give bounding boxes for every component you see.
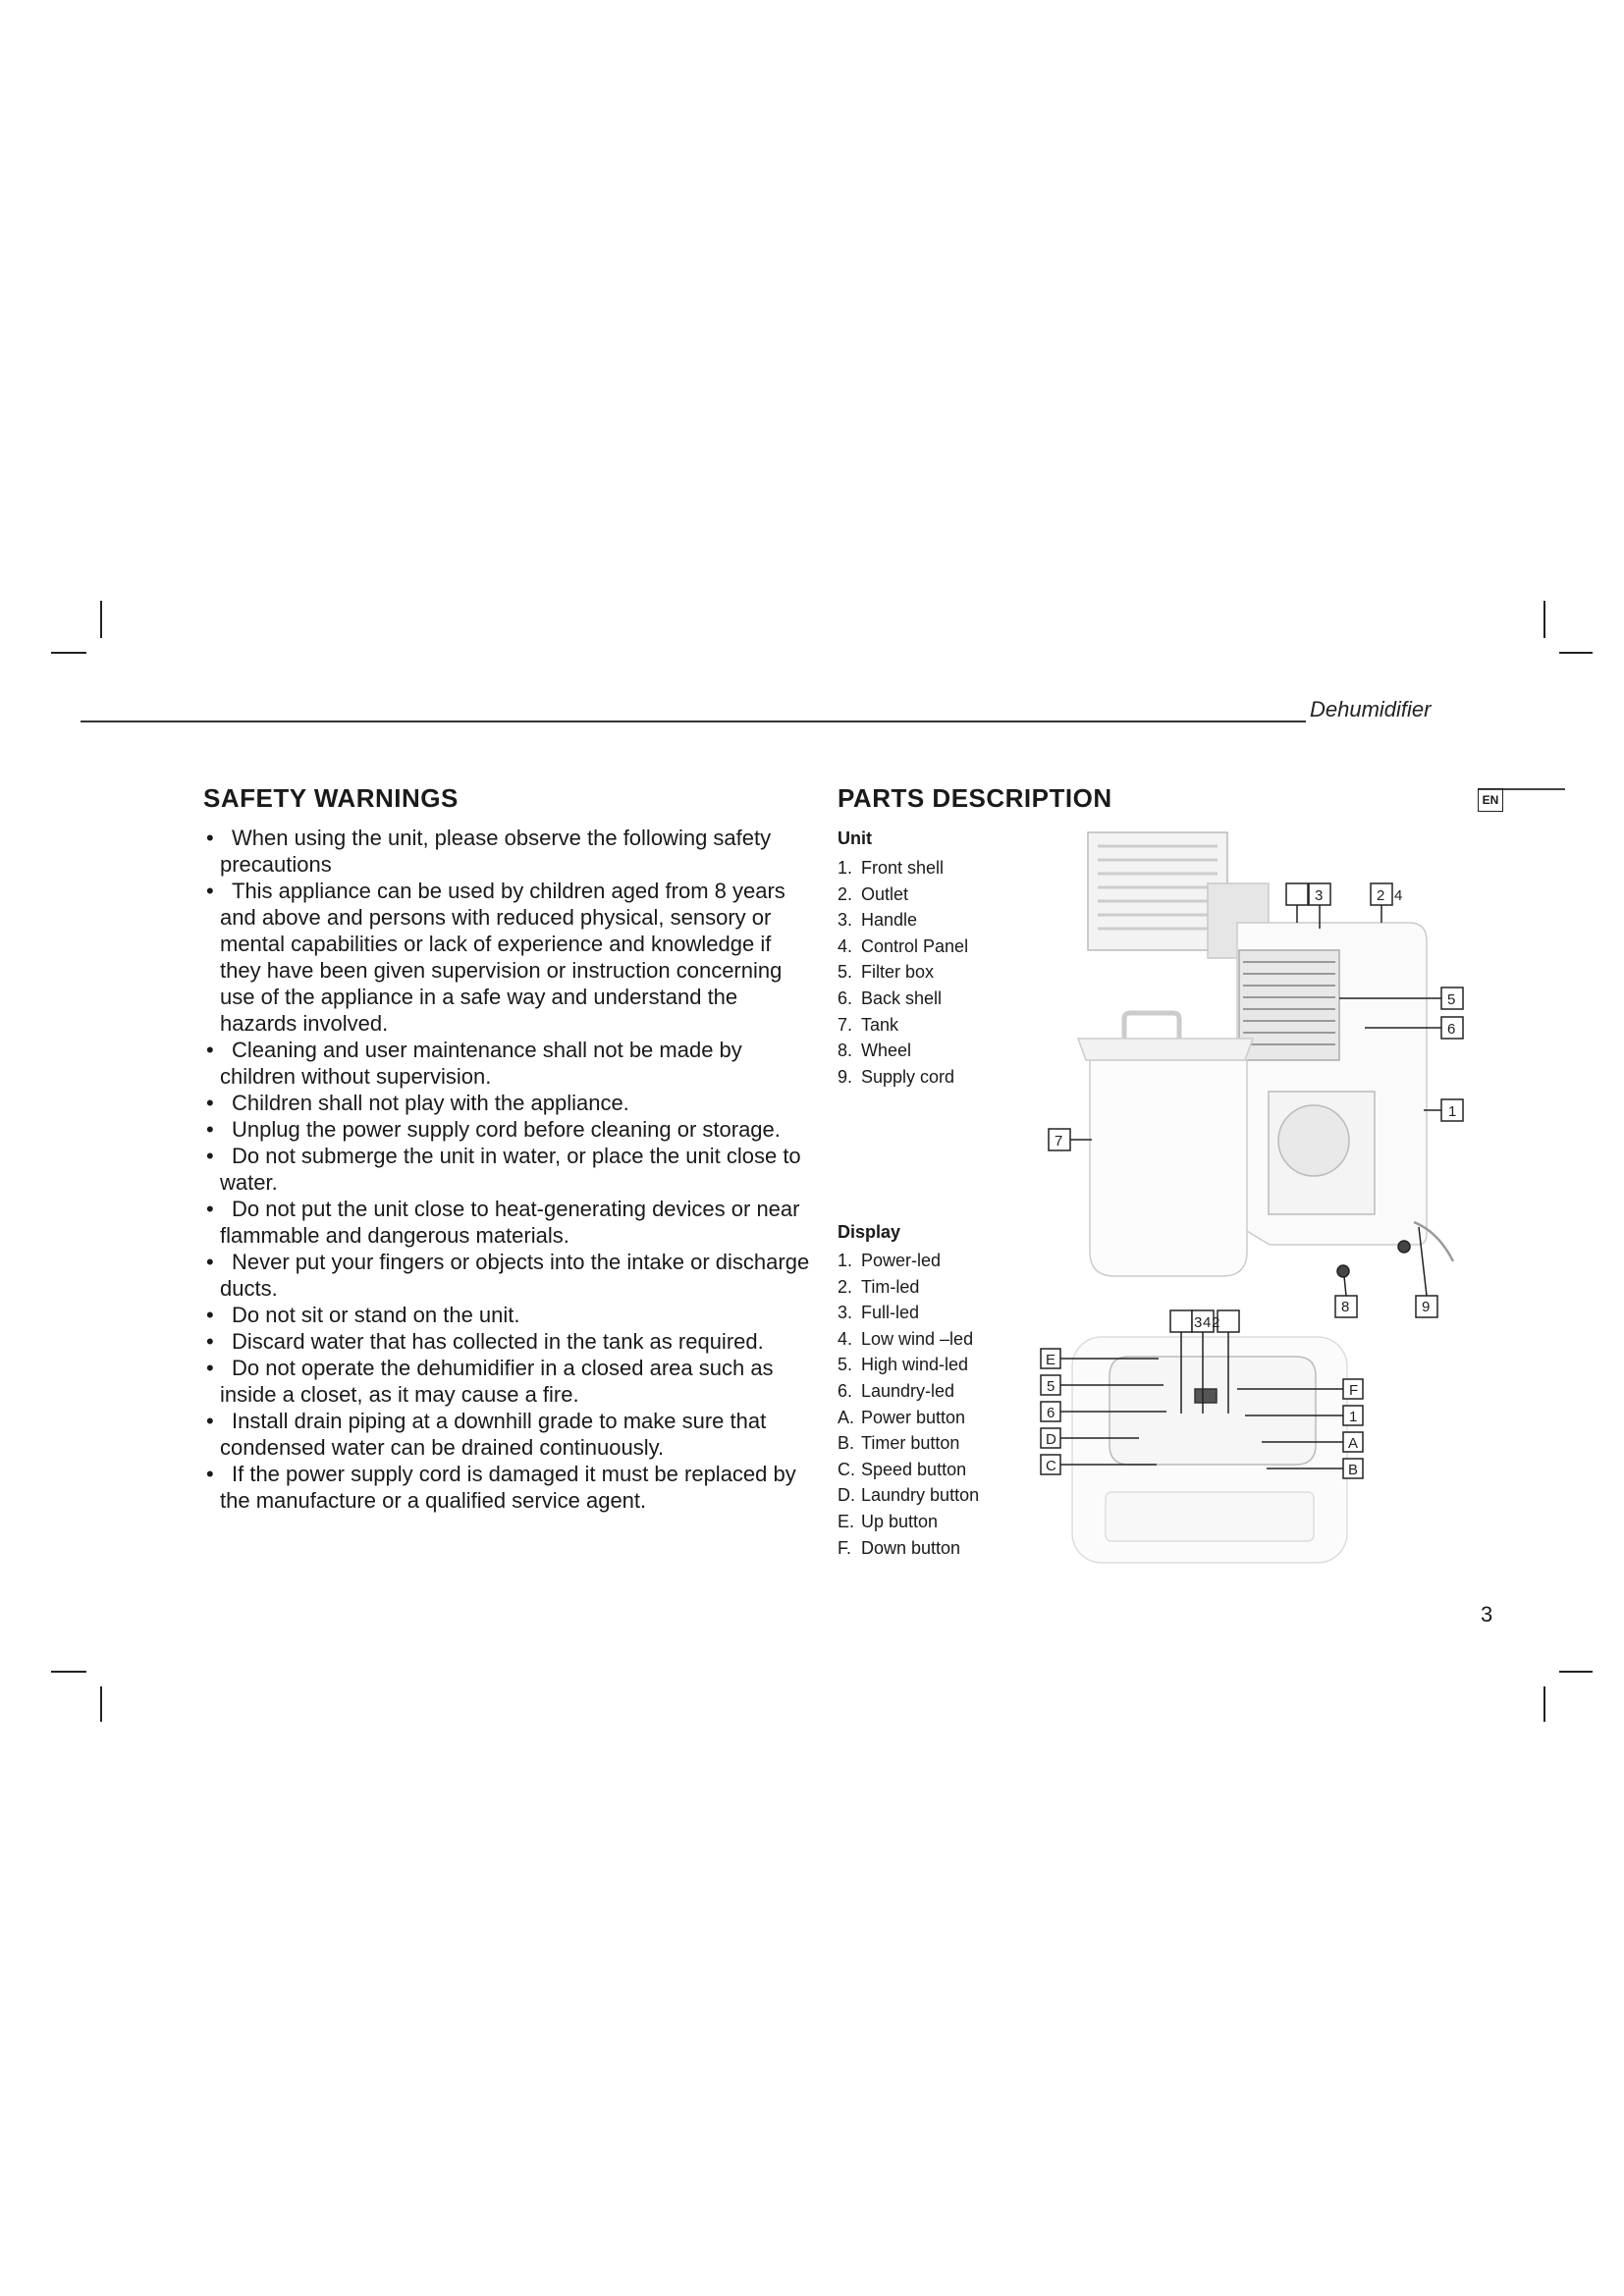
callout-4: 4 — [1394, 887, 1403, 904]
display-part-item-number: E. — [838, 1511, 855, 1531]
unit-part-item-number: 1. — [838, 858, 853, 878]
unit-part-item-number: 2. — [838, 883, 853, 904]
bullet-icon: • — [206, 1303, 214, 1327]
callout-8: 8 — [1341, 1299, 1350, 1315]
unit-part-item-label: Front shell — [861, 858, 945, 878]
callout-2: 2 — [1377, 887, 1385, 904]
wheel — [1398, 1241, 1410, 1253]
safety-warning-text: Do not sit or stand on the unit. — [232, 1303, 520, 1327]
display-part-item-label: Down button — [861, 1537, 961, 1558]
panel-top — [1110, 1357, 1316, 1465]
callout-5: 5 — [1447, 991, 1456, 1008]
safety-warning-text: Never put your fingers or objects into the intake or discharge ducts. — [220, 1250, 810, 1301]
panel-callout-1: 1 — [1349, 1409, 1358, 1425]
parts-description-title: PARTS DESCRIPTION — [838, 783, 1112, 813]
callout-box — [1218, 1310, 1239, 1332]
display-part-item-number: B. — [838, 1433, 855, 1454]
unit-part-item-number: 9. — [838, 1066, 853, 1087]
display-part-item-number: 4. — [838, 1328, 853, 1349]
bullet-icon: • — [206, 1091, 214, 1115]
handle — [1124, 1013, 1179, 1041]
display-part-item-label: Power-led — [861, 1251, 942, 1270]
display-part-item-number: 3. — [838, 1303, 853, 1323]
filter-panel — [1088, 832, 1227, 950]
unit-part-item-number: 6. — [838, 988, 853, 1008]
panel-callout-2: 2 — [1212, 1314, 1220, 1331]
display-part-item-number: A. — [838, 1407, 855, 1427]
display-part-item-label: Power button — [861, 1407, 966, 1427]
safety-warning-text: Discard water that has collected in the tank as required. — [232, 1329, 764, 1354]
safety-warning-text: When using the unit, please observe the following safety precautions — [220, 826, 772, 877]
unit-part-item-label: Filter box — [861, 962, 935, 983]
callout-box — [1286, 883, 1308, 905]
compressor — [1278, 1105, 1349, 1176]
callout-3: 3 — [1315, 887, 1324, 904]
control-panel-figure — [1072, 1337, 1347, 1563]
unit-part-item-label: Back shell — [861, 988, 943, 1008]
bullet-icon: • — [206, 1038, 214, 1062]
unit-part-item-number: 3. — [838, 910, 853, 931]
header-title: Dehumidifier — [1310, 697, 1432, 721]
safety-warning-text: Cleaning and user maintenance shall not be made by children without supervision. — [220, 1038, 742, 1089]
display-part-item-label: Timer button — [861, 1433, 960, 1454]
panel-callout-D: D — [1046, 1431, 1056, 1448]
display-part-item-label: Up button — [861, 1511, 939, 1531]
led-display — [1195, 1389, 1217, 1403]
bullet-icon: • — [206, 879, 214, 903]
bullet-icon: • — [206, 1409, 214, 1433]
safety-warning-text: Children shall not play with the appliance. — [232, 1091, 629, 1115]
language-badge: EN — [1478, 788, 1503, 812]
safety-warning-text: If the power supply cord is damaged it must be replaced by the manufacture or a qualified service agent. — [220, 1462, 796, 1513]
bullet-icon: • — [206, 1117, 214, 1142]
callout-7: 7 — [1055, 1133, 1063, 1149]
unit-part-item-label: Outlet — [861, 883, 909, 904]
display-part-item-label: Speed button — [861, 1459, 967, 1479]
display-part-item-label: Low wind –led — [861, 1328, 974, 1349]
display-part-item-number: 5. — [838, 1355, 853, 1375]
callout-9: 9 — [1422, 1299, 1431, 1315]
panel-callout-3: 3 — [1194, 1314, 1203, 1331]
safety-warning-text: Do not operate the dehumidifier in a closed area such as inside a closet, as it may cause a fire. — [220, 1356, 774, 1407]
panel-callout-E: E — [1046, 1352, 1056, 1368]
safety-warning-text: Unplug the power supply cord before cleaning or storage. — [232, 1117, 781, 1142]
tank-lid — [1078, 1039, 1253, 1060]
display-subtitle: Display — [838, 1222, 901, 1242]
panel-window — [1106, 1492, 1314, 1541]
wheel — [1337, 1265, 1349, 1277]
unit-part-item-number: 7. — [838, 1014, 853, 1035]
unit-part-item-label: Wheel — [861, 1041, 912, 1061]
page-number: 3 — [1481, 1602, 1493, 1627]
display-part-item-number: D. — [838, 1485, 855, 1506]
unit-part-item-number: 4. — [838, 935, 853, 956]
bullet-icon: • — [206, 1329, 214, 1354]
display-part-item-number: 6. — [838, 1380, 853, 1401]
tank — [1090, 1060, 1247, 1276]
unit-part-item-number: 8. — [838, 1041, 853, 1061]
display-part-item-label: Tim-led — [861, 1276, 920, 1297]
unit-part-item-label: Control Panel — [861, 935, 969, 956]
unit-part-item-label: Supply cord — [861, 1066, 955, 1087]
safety-warning-text: Do not submerge the unit in water, or place the unit close to water. — [220, 1144, 801, 1195]
unit-part-item-number: 5. — [838, 962, 853, 983]
unit-part-item-label: Tank — [861, 1014, 899, 1035]
safety-warning-text: This appliance can be used by children aged from 8 years and above and persons with reduced physical, sensory or mental capabilities or lack of experience and knowledge if they have been given supervision or instruction concerning use of the appliance in a safe way and understand the hazards involved. — [220, 879, 785, 1036]
panel-callout-A: A — [1348, 1435, 1359, 1452]
display-part-item-number: 2. — [838, 1276, 853, 1297]
panel-callout-6: 6 — [1047, 1405, 1056, 1421]
panel-callout-F: F — [1349, 1382, 1359, 1399]
panel-callout-4: 4 — [1203, 1314, 1212, 1331]
display-part-item-label: High wind-led — [861, 1355, 969, 1375]
callout-box — [1170, 1310, 1192, 1332]
unit-part-item-label: Handle — [861, 910, 918, 931]
panel-callout-B: B — [1348, 1462, 1359, 1478]
display-part-item-label: Full-led — [861, 1303, 920, 1323]
bullet-icon: • — [206, 1462, 214, 1486]
display-part-item-number: F. — [838, 1537, 852, 1558]
bullet-icon: • — [206, 1250, 214, 1274]
safety-warning-text: Install drain piping at a downhill grade to make sure that condensed water can be drained continuously. — [220, 1409, 767, 1460]
callout-1: 1 — [1448, 1103, 1457, 1120]
display-part-item-label: Laundry button — [861, 1485, 980, 1506]
display-part-item-number: C. — [838, 1459, 855, 1479]
bullet-icon: • — [206, 1144, 214, 1168]
panel-callout-5: 5 — [1047, 1378, 1056, 1395]
bullet-icon: • — [206, 1356, 214, 1380]
unit-subtitle: Unit — [838, 828, 872, 848]
bullet-icon: • — [206, 826, 214, 850]
display-part-item-number: 1. — [838, 1251, 853, 1270]
safety-warning-text: Do not put the unit close to heat-generating devices or near flammable and dangerous materials. — [220, 1197, 800, 1248]
bullet-icon: • — [206, 1197, 214, 1221]
safety-warnings-title: SAFETY WARNINGS — [203, 783, 459, 813]
panel-callout-C: C — [1046, 1458, 1056, 1474]
display-part-item-label: Laundry-led — [861, 1380, 955, 1401]
callout-6: 6 — [1447, 1021, 1456, 1038]
